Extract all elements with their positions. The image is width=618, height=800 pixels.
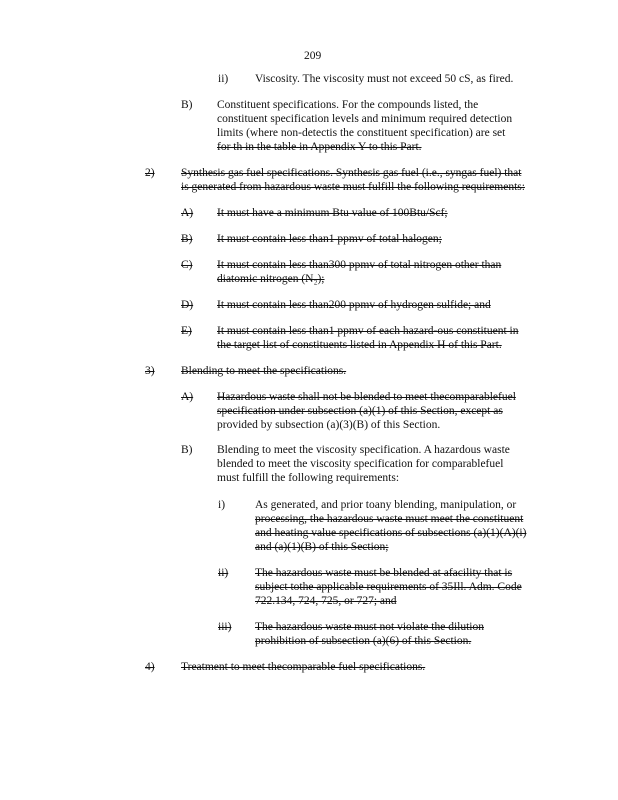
text-line: limits (where non-detectis the constituent specification) are set <box>217 127 506 139</box>
text-line: must fulfill the following requirements: <box>217 472 400 484</box>
text-line: As generated, and prior toany blending, manipulation, or <box>255 499 517 511</box>
text-line-struck: Blending to meet the specifications. <box>181 365 347 377</box>
item-marker: 3) <box>145 365 155 377</box>
item-marker: ii) <box>218 73 229 85</box>
text-line-struck: Hazardous waste shall not be blended to meet thecomparablefuel <box>217 391 516 403</box>
text-line-struck: specification under subsection (a)(1) of this Section, except as <box>217 405 503 417</box>
item-marker: i) <box>218 499 226 511</box>
text-line-struck: and (a)(1)(B) of this Section; <box>255 541 389 553</box>
item-marker: A) <box>181 207 194 219</box>
text-line-struck: diatomic nitrogen (N₂); <box>217 273 325 285</box>
item-marker: 2) <box>145 167 155 179</box>
text-line-struck: 722.134, 724, 725, or 727; and <box>255 595 397 607</box>
text-line-struck: The hazardous waste must be blended at afacility that is <box>255 567 513 579</box>
text-line-struck: It must contain less than200 ppmv of hydrogen sulfide; and <box>217 299 491 311</box>
item-marker: D) <box>181 299 194 311</box>
item-marker: iii) <box>218 621 232 633</box>
text-line-struck: It must contain less than300 ppmv of total nitrogen other than <box>217 259 502 271</box>
text-line-struck: for th in the table in Appendix Y to this Part. <box>217 141 422 153</box>
text-line-struck: The hazardous waste must not violate the dilution <box>255 621 484 633</box>
item-marker: ii) <box>218 567 229 579</box>
item-marker: E) <box>181 325 192 337</box>
text-line-struck: It must have a minimum Btu value of 100Btu/Scf; <box>217 207 448 219</box>
item-marker: A) <box>181 391 194 403</box>
text-line-struck: the target list of constituents listed in Appendix H of this Part. <box>217 339 502 351</box>
text-line-struck: is generated from hazardous waste must fulfill the following requirements: <box>181 181 525 193</box>
item-marker: B) <box>181 233 193 245</box>
text-line-struck: It must contain less than1 ppmv of total halogen; <box>217 233 442 245</box>
text-line-struck: It must contain less than1 ppmv of each hazard-ous constituent in <box>217 325 519 337</box>
item-marker: B) <box>181 99 193 111</box>
text-line: Constituent specifications. For the compounds listed, the <box>217 99 479 111</box>
text-line-struck: prohibition of subsection (a)(6) of this Section. <box>255 635 472 647</box>
item-marker: C) <box>181 259 193 271</box>
item-marker: B) <box>181 444 193 456</box>
item-marker: 4) <box>145 661 155 673</box>
page-number: 209 <box>304 50 322 62</box>
text-line: provided by subsection (a)(3)(B) of this Section. <box>217 419 441 431</box>
text-line: constituent specification levels and minimum required detection <box>217 113 513 125</box>
text-line-struck: Synthesis gas fuel specifications. Synthesis gas fuel (i.e., syngas fuel) that <box>181 167 522 179</box>
text-line-struck: processing, the hazardous waste must meet the constituent <box>255 513 524 525</box>
text-line: Viscosity. The viscosity must not exceed 50 cS, as fired. <box>255 73 514 85</box>
text-line-struck: subject tothe applicable requirements of 35Ill. Adm. Code <box>255 581 522 593</box>
text-line: blended to meet the viscosity specification for comparablefuel <box>217 458 504 470</box>
text-line-struck: and heating value specifications of subsections (a)(1)(A)(i) <box>255 527 527 539</box>
text-line: Blending to meet the viscosity specification. A hazardous waste <box>217 444 510 456</box>
text-line-struck: Treatment to meet thecomparable fuel specifications. <box>181 661 426 673</box>
